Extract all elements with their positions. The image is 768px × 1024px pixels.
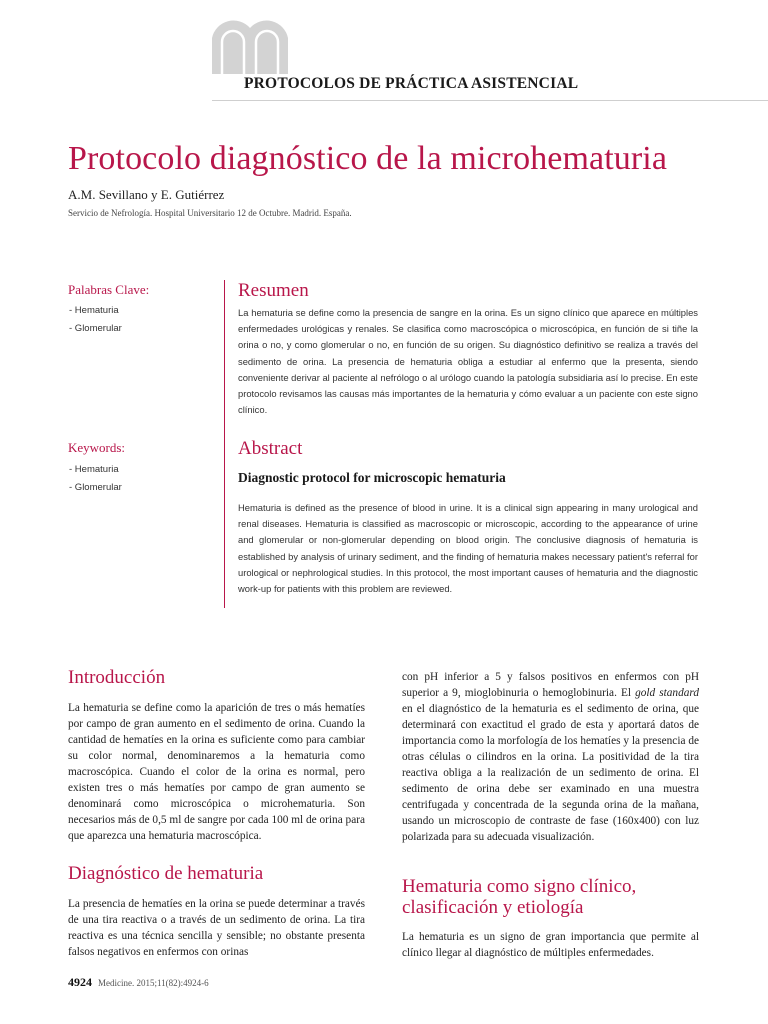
medicine-m-logo (212, 16, 288, 74)
page-footer (68, 975, 209, 990)
diagnostico-heading: Diagnóstico de hematuria (68, 863, 264, 884)
keywords-en-title: Keywords: (68, 440, 126, 455)
keyword-es-item: - Hematuria (69, 305, 119, 316)
right-column-text (402, 669, 699, 845)
keyword-en-item: - Hematuria (69, 464, 119, 475)
right-text-part: con pH inferior a 5 y falsos positivos en enfermos con pH superior a 9, mioglobinuria o hemoglobinuria. El (402, 671, 699, 699)
article-authors: A.M. Sevillano y E. Gutiérrez (68, 187, 225, 202)
introduccion-text: La hematuria se define como la aparición de tres o más hematíes por campo de gran aumento en el sedimento de orina. Cuando la cantidad de hematíes en la orina es suficiente como para cambiar su color normal, denominaremos a la hematuria como macroscópica. Cuando el color de la orina es normal, pero existen tres o más hematíes por campo de gran aumento se denominará como microscópica o microhematuria. Son necesarios más de 0,5 ml de sangre por cada 100 ml de orina para que aparezca una hematuria macroscópica. (68, 702, 365, 842)
keyword-en-item: - Glomerular (69, 482, 122, 493)
article-title: Protocolo diagnóstico de la microhematuria (68, 140, 668, 177)
gold-standard-term: gold standard (635, 687, 699, 699)
resumen-heading: Resumen (238, 280, 309, 301)
diagnostico-text: La presencia de hematíes en la orina se puede determinar a través de una tira reactiva o a través de un sedimento de orina. La tira reactiva es una técnica sencilla y sensible; no obstante presenta falsos negativos en enfermos con orinas (68, 898, 365, 958)
article-affiliation: Servicio de Nefrología. Hospital Universitario 12 de Octubre. Madrid. España. (68, 208, 352, 218)
abstract-heading: Abstract (238, 438, 303, 459)
section-divider (212, 100, 768, 101)
resumen-text: La hematuria se define como la presencia de sangre en la orina. Es un signo clínico que aparece en múltiples enfermedades urológicas y renales. Se clasifica como macroscópica o microscópica, en función de si tiñe la orina o no, y como glomerular o no, en función de su origen. Su diagnóstico definitivo se realiza a través del sedimento de orina. La presencia de hematuria obliga a estudiar al enfermo que la presenta, siendo conveniente derivar al paciente al nefrólogo o al urólogo cuando la patología subsidiaria así lo precise. En este protocolo revisamos las causas más importantes de la hematuria y cómo evaluar a un paciente con este signo clínico. (238, 307, 698, 416)
hematuria-signo-text: La hematuria es un signo de gran importancia que permite al clínico llegar al diagnóstico de múltiples enfermedades. (402, 931, 699, 959)
abstract-text: Hematuria is defined as the presence of blood in urine. It is a clinical sign appearing in many urological and renal diseases. Hematuria is classified as macroscopic or microscopic, according to the appearance of urine and glomerular or non-glomerular depending on blood origin. The conclusive diagnosis of hematuria is established by analysis of urinary sediment, and the finding of hematuria makes necessary patient's referral for urological or nephrological studies. In this protocol, the most important causes of hematuria and the diagnostic work-up for patients with this problem are reviewed. (238, 502, 698, 595)
abstract-subtitle: Diagnostic protocol for microscopic hematuria (238, 470, 506, 485)
hematuria-signo-heading: Hematuria como signo clínico, clasificación y etiología (402, 876, 637, 918)
section-label: PROTOCOLOS DE PRÁCTICA ASISTENCIAL (244, 75, 579, 92)
page-number: 4924 (68, 975, 92, 989)
abstract-divider (224, 280, 225, 608)
keyword-es-item: - Glomerular (69, 323, 122, 334)
right-text-part: en el diagnóstico de la hematuria es el sedimento de orina, que determinará con exactitud el grado de esta y aportará datos de importancia como la morfología de los hematíes y la presencia de otras células o cilindros en la orina. La positividad de la tira reactiva obliga a la realización de un sedimento de orina. El sedimento de orina debe ser examinado en una muestra centrifugada y concentrada de la segunda orina de la mañana, usando un microscopio de contraste de fase (160x400) con luz polarizada para su adecuada visualización. (402, 703, 699, 843)
introduccion-heading: Introducción (68, 667, 166, 688)
keywords-es-title: Palabras Clave: (68, 282, 150, 297)
journal-citation: Medicine. 2015;11(82):4924-6 (98, 978, 209, 988)
